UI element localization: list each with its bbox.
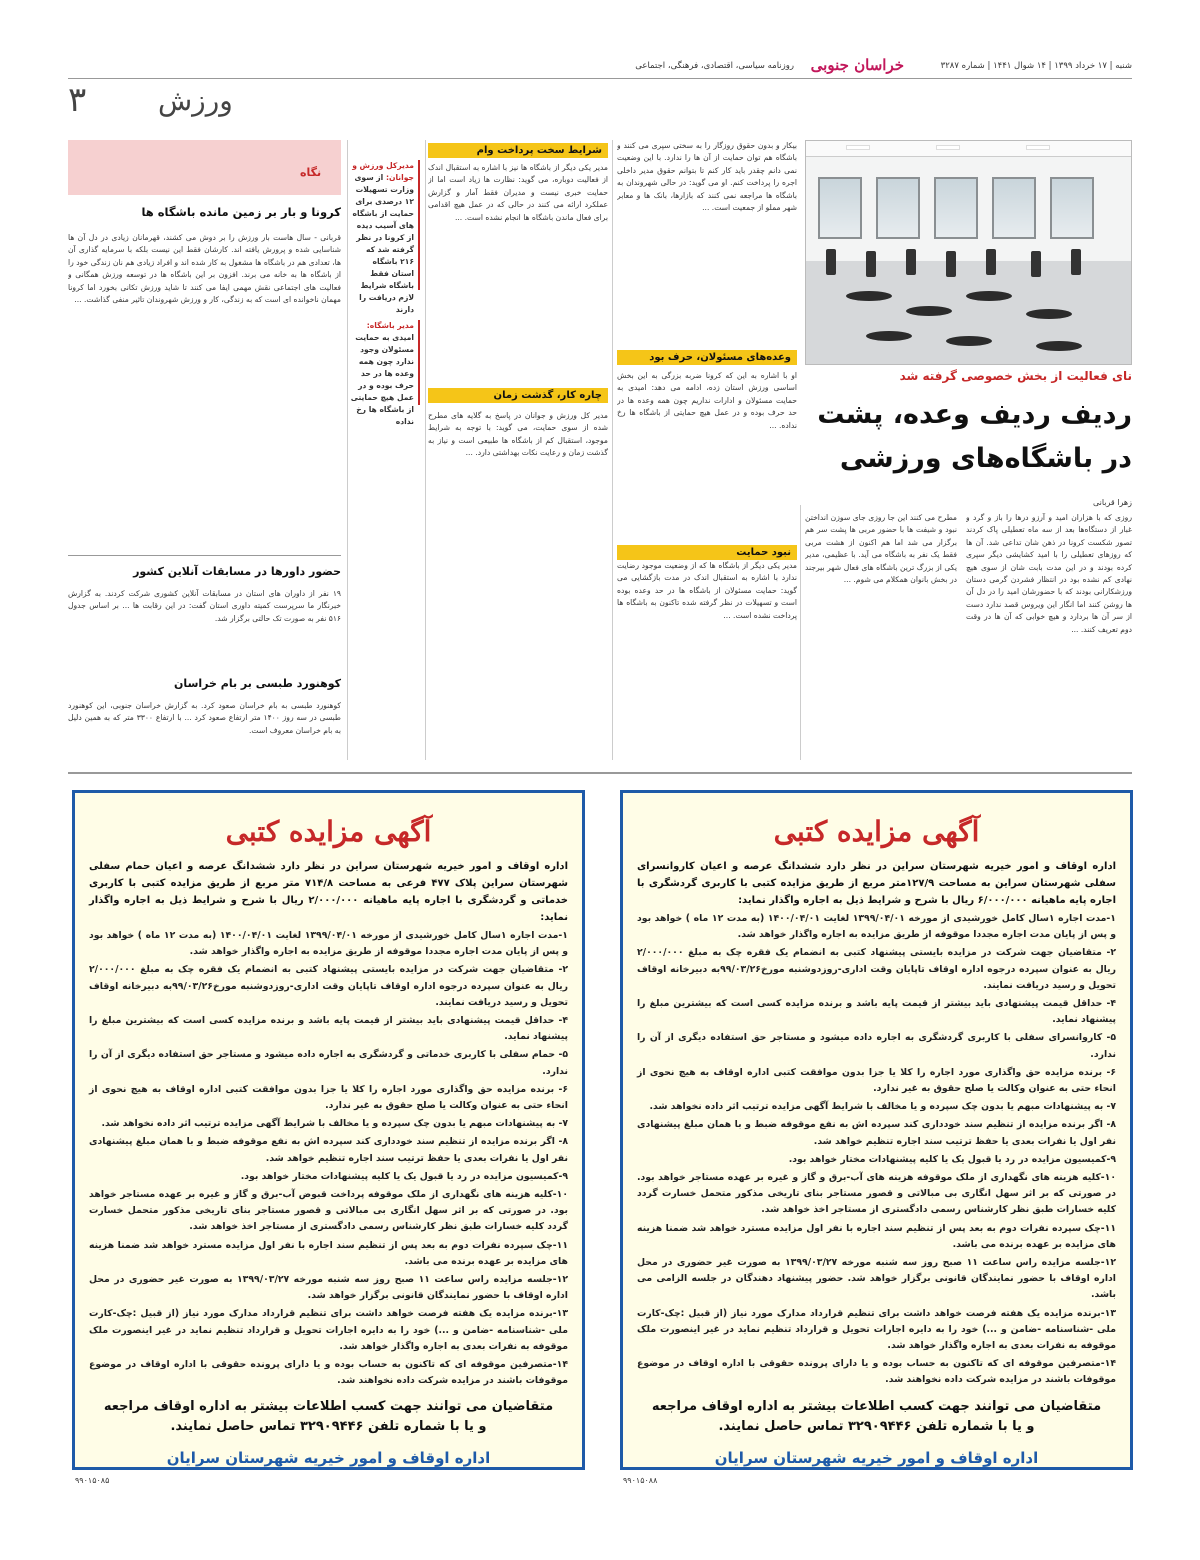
auction-ad-bath (72, 790, 585, 1485)
tagline: روزنامه سیاسی، اقتصادی، فرهنگی، اجتماعی (635, 61, 794, 71)
masthead (68, 56, 1132, 120)
ad-item: ۱۳-برنده مزایده یک هفته فرصت خواهد داشت برای تنظیم قرارداد مدارک مورد نیاز (از قبیل :چک-کارت ملی -شناسنامه -ضامن و ...) خود را به دایره اجارات تحویل و قرارداد تنظیم نماید در غیر اینصورت ملک موقوفه به نفرات بعدی به اجاره واگذار خواهد شد. (637, 1307, 1116, 1352)
lead-headline[interactable]: ردیف ردیف وعده، پشت در باشگاه‌های ورزشی (817, 399, 1132, 474)
ad-items (637, 911, 1116, 1389)
opinion-title[interactable]: کرونا و بار بر زمین مانده باشگاه ها (141, 205, 341, 219)
ad-item: ۱-مدت اجاره ۱سال کامل خورشیدی از مورخه ۱۳۹۹/۰۴/۰۱ لغایت ۱۴۰۰/۰۴/۰۱ (به مدت ۱۲ ماه ) خواهد بود و پس از پایان مدت اجاره مجددا موقوفه از طریق مزایده به اجاره واگذار خواهد شد. (637, 913, 1116, 941)
ad-contact-line-1: متقاضیان می توانند جهت کسب اطلاعات بیشتر به اداره اوقاف مراجعه (103, 1399, 554, 1415)
page-number: ۳ (68, 80, 87, 120)
ad-lead: اداره اوقاف و امور خیریه شهرستان سراین در نظر دارد ششدانگ عرصه و اعیان کاروانسرای سفلی شهرستان سراین به مساحت ۱۲۷/۹متر مربع از طریق مزایده کتبی با کاربری گردشگری با اجاره پایه ماهیانه ۶/۰۰۰/۰۰۰ ریال با شرح و شرایط ذیل به اجاره واگذار نماید: (637, 861, 1116, 906)
lead-column-2: مطرح می کنند این جا روزی جای سوزن انداختن نبود و شیفت ها با حضور مربی ها پشت سر هم برگزار می شد اما هم اکنون از هشت مربی فقط یک نفر به باشگاه می آید. با عظیمی، مدیر یکی از بزرگ ترین باشگاه های فعال شهر بیرجند در بخش بانوان همکلام می شوم. ... (805, 513, 957, 585)
ad-items (89, 928, 568, 1389)
ad-item: ۶- برنده مزایده حق واگذاری مورد اجاره را کلا یا جزا بدون موافقت کتبی اداره اوقاف به هیچ نحوی از انحاء حتی به عنوان وکالت یا صلح حقوق به غیر ندارد. (637, 1066, 1116, 1095)
pull-quote-1 (350, 160, 420, 314)
lead-column-4b: مدیر کل ورزش و جوانان در پاسخ به گلایه های مطرح شده از سوی حمایت، می گوید: با توجه به شرایط موجود، استقبال کم از باشگاه ها طبیعی است و نیاز به گذشت زمان و رعایت نکات بهداشتی دارد. ... (428, 411, 608, 458)
ad-item: ۱۳-برنده مزایده یک هفته فرصت خواهد داشت برای تنظیم قرارداد مدارک مورد نیاز (از قبیل :چک-کارت ملی -شناسنامه -ضامن و ...) خود را به دایره اجارات تحویل و قرارداد تنظیم نماید در غیر اینصورت ملک موقوفه به نفرات بعدی به اجاره واگذار خواهد شد. (89, 1308, 568, 1352)
lead-column-3b: او با اشاره به این که کرونا ضربه بزرگی به این بخش اساسی ورزش استان زده، ادامه می دهد: امیدی به حمایت مسئولان و ادارات نداریم چون همه وعده ها در حد حرف بوده و در عمل هیچ حمایتی از باشگاه ها رخ نداده. ... (617, 371, 797, 430)
ad-code: ۹۹۰۱۵۰۸۸ (623, 1476, 658, 1485)
column-divider (425, 140, 426, 760)
divider (68, 555, 341, 556)
lead-column-4: مدیر یکی دیگر از باشگاه ها نیز با اشاره به استقبال اندک از فعالیت دوباره، می گوید: نظارت ها زیاد است اما از حمایت خبری نیست و مدیران فقط آمار و گزارش عملکرد ارائه می کنند در حالی که در عمل هیچ اقدامی برای فعال ماندن باشگاه ها انجام نشده است. ... (428, 163, 608, 222)
ad-item: ۱۴-متصرفین موقوفه ای که تاکنون به حساب بوده و یا دارای پرونده حقوقی با اداره اوقاف در موضوع موقوفات باشند در مزایده شرکت داده نخواهند شد. (637, 1358, 1116, 1386)
ad-title: آگهی مزایده کتبی (773, 815, 980, 848)
quote-2-text: امیدی به حمایت مسئولان وجود ندارد چون همه وعده ها در حد حرف بوده و در عمل هیچ حمایتی از باشگاه ها رخ نداده (350, 333, 414, 426)
ad-item: ۹-کمیسیون مزایده در رد یا قبول یک یا کلیه پیشنهادات مختار خواهد بود. (788, 1153, 1116, 1165)
lead-kicker: نای فعالیت از بخش خصوصی گرفته شد (899, 369, 1132, 383)
ad-item: ۷- به پیشنهادات مبهم یا بدون چک سپرده و یا مخالف با شرایط آگهی مزایده ترتیب اثر داده نخواهد شد. (101, 1118, 568, 1130)
ad-item: ۱-مدت اجاره ۱سال کامل خورشیدی از مورخه ۱۳۹۹/۰۴/۰۱ لغایت ۱۴۰۰/۰۴/۰۱ (به مدت ۱۲ ماه ) خواهد بود و پس از پایان مدت اجاره مجددا موقوفه از طریق مزایده به اجاره واگذار خواهد شد. (89, 930, 568, 958)
ad-item: ۱۱-چک سپرده نفرات دوم به بعد پس از تنظیم سند اجاره با نفر اول مزایده مسترد خواهد شد ضمنا هزینه های مزایده بر عهده برنده می باشد. (637, 1222, 1116, 1250)
ad-lead: اداره اوقاف و امور خیریه شهرستان سراین در نظر دارد ششدانگ عرصه و اعیان حمام سفلی شهرستان سراین پلاک ۴۷۷ فرعی به مساحت ۷۱۴/۸ متر مربع از طریق مزایده کتبی با کاربری خدماتی و گردشگری با اجاره پایه ماهیانه ۲/۰۰۰/۰۰۰ ریال با شرح و شرایط ذیل به اجاره واگذار نماید: (89, 861, 568, 923)
ad-contact-line-2: و یا با شماره تلفن ۳۲۹۰۹۴۴۶ تماس حاصل نمایند. (718, 1418, 1035, 1434)
byline: زهرا قربانی (1092, 498, 1132, 507)
news-title-climber[interactable]: کوهنورد طبسی بر بام خراسان (174, 677, 341, 690)
news-text-referees: ۱۹ نفر از داوران های استان در مسابقات آنلاین کشوری شرکت کردند. به گزارش خبرنگار ما سرپرست کمیته داوری استان گفت: در این رقابت ها ... بر اساس جدول ۵۱۶ نفر به صورت تک حالتی برگزار شد. (68, 589, 341, 623)
ad-organization: اداره اوقاف و امور خیریه شهرستان سرایان (166, 1449, 491, 1468)
ad-item: ۱۲-جلسه مزایده راس ساعت ۱۱ صبح روز سه شنبه مورخه ۱۳۹۹/۰۳/۲۷ به صورت غیر حضوری در محل اداره اوقاف با حضور نمایندگان قانونی برگزار خواهد شد. (89, 1274, 568, 1302)
column-divider (800, 505, 801, 760)
ad-code: ۹۹۰۱۵۰۸۵ (75, 1476, 110, 1485)
ad-item: ۸- اگر برنده مزایده از تنظیم سند خودداری کند سپرده اش به نفع موقوفه ضبط و با همان مبلغ پیشنهادی نفر اول یا نفرات بعدی یا حفظ ترتیب سند اجاره تنظیم خواهد شد. (89, 1136, 568, 1164)
news-title-referees[interactable]: حضور داورها در مسابقات آنلاین کشور (133, 565, 341, 578)
ad-contact-line-1: متقاضیان می توانند جهت کسب اطلاعات بیشتر به اداره اوقاف مراجعه (651, 1398, 1102, 1414)
ad-item: ۱۰-کلیه هزینه های نگهداری از ملک موقوفه پرداخت قبوض آب-برق و گاز و غیره بر عهده مستاجر خواهد بود. در صورتی که بر اثر سهل انگاری بی مبالاتی و قصور مستاجر بنای تاریخی مذکور متحمل خسارت گردد کلیه خسارات طبق نظر کارشناس رسمی دادگستری از مستاجر اخذ خواهد شد. (89, 1189, 568, 1233)
ad-organization: اداره اوقاف و امور خیریه شهرستان سرایان (714, 1448, 1039, 1467)
lead-column-3c: مدیر یکی دیگر از باشگاه ها که از وضعیت موجود رضایت ندارد با اشاره به استقبال اندک در مدت بازگشایی می گوید: حمایت مسئولان از باشگاه ها در حد وعده بوده است و تسهیلات در نظر گرفته شده تاکنون به باشگاه ها پرداخت نشده است. ... (617, 561, 797, 620)
negah-label: نگاه (300, 166, 322, 179)
subhead-loan: شرایط سخت پرداخت وام (428, 143, 608, 158)
lead-column-3: بیکار و بدون حقوق روزگار را به سختی سپری می کنند و باشگاه هم توان حمایت از آن ها را ندارد. با این وضعیت نمی دانم چقدر باید کار کنم تا بتوانم حقوق مدیر داخلی اجره را پرداخت کنم. او می گوید: در حالی شهروندان به باشگاه ها مراجعه نمی کنند که بازارها، بانک ها و معابر شهر مملو از جمعیت است. ... (617, 141, 797, 213)
issue-date: شنبه | ۱۷ خرداد ۱۳۹۹ | ۱۴ شوال ۱۴۴۱ | شماره ۳۲۸۷ (940, 61, 1132, 71)
ad-contact-line-2: و یا با شماره تلفن ۳۲۹۰۹۴۴۶ تماس حاصل نمایند. (170, 1419, 487, 1435)
pull-quote-2 (350, 320, 420, 426)
ad-item: ۲- متقاضیان جهت شرکت در مزایده بایستی پیشنهاد کتبی به انضمام یک فقره چک به مبلغ ۲/۰۰۰/۰۰۰ ریال به عنوان سپرده درجوه اداره اوقاف تاپایان وقت اداری-روزدوشنبه مورخ۹۹/۰۳/۲۶به دبیرخانه اوقاف تحویل و رسید دریافت نمایند. (637, 947, 1116, 991)
ad-item: ۲- متقاضیان جهت شرکت در مزایده بایستی پیشنهاد کتبی به انضمام یک فقره چک به مبلغ ۲/۰۰۰/۰۰۰ ریال به عنوان سپرده درجوه اداره اوقاف تاپایان وقت اداری-روزدوشنبه مورخ۹۹/۰۳/۲۶به دبیرخانه اوقاف تحویل و رسید دریافت نمایند. (89, 964, 568, 1008)
ad-item: ۱۰-کلیه هزینه های نگهداری از ملک موقوفه هزینه های آب-برق و گاز و غیره بر عهده مستاجر خواهد بود. در صورتی که بر اثر سهل انگاری بی مبالاتی و قصور مستاجر بنای تاریخی مذکور متحمل خسارت گردد کلیه خسارات طبق نظر کارشناس رسمی دادگستری از مستاجر اخذ خواهد شد. (637, 1172, 1116, 1216)
column-divider (347, 140, 348, 760)
opinion-text: قربانی - سال هاست بار ورزش را بر دوش می کشند، قهرمانان زیادی در دل آن ها شناسایی شده و پرورش یافته اند. کارشان فقط این نیست بلکه با سرمایه گذاری آن ها، تعدادی هم در باشگاه ها مشغول به کار شده اند و افراد زیادی هم نان زندگی خود را از باشگاه ها به خانه می برند. افزون بر این باشگاه ها در توسعه ورزش همگانی و فعالیت های اجتماعی نقش مهمی ایفا می کنند تا شاید ورزش تکانی بخورد اما کرونا مهمان ناخوانده ای است که به زندگی، کار و ورزش شهروندان تاثیر منفی گذاشت. ... (68, 233, 341, 305)
ad-item: ۶- برنده مزایده حق واگذاری مورد اجاره را کلا یا جزا بدون موافقت کتبی اداره اوقاف به هیچ نحوی از انحاء حتی به عنوان وکالت یا صلح حقوق به غیر ندارد. (89, 1083, 568, 1112)
ad-item: ۷- به پیشنهادات مبهم یا بدون چک سپرده و یا مخالف با شرایط آگهی مزایده ترتیب اثر داده نخواهد شد. (649, 1101, 1116, 1113)
section-rule (68, 772, 1132, 774)
subhead-time: چاره کار، گذشت زمان (428, 388, 608, 403)
quote-2-speaker: مدیر باشگاه: (366, 321, 414, 330)
auction-ad-caravanserai (620, 790, 1133, 1485)
ad-contact (89, 1397, 568, 1437)
top-rule (68, 78, 1132, 79)
ad-title: آگهی مزایده کتبی (225, 815, 432, 848)
ad-item: ۴- حداقل قیمت پیشنهادی باید بیشتر از قیمت پایه باشد و برنده مزایده کسی است که بیشترین مبلغ را پیشنهاد نماید. (637, 998, 1116, 1026)
column-divider (612, 140, 613, 760)
quote-1-speaker: مدیرکل ورزش و جوانان: (352, 161, 414, 182)
newspaper-logo[interactable]: خراسان جنوبی (810, 56, 904, 74)
ad-item: ۹-کمیسیون مزایده در رد یا قبول یک یا کلیه پیشنهادات مختار خواهد بود. (240, 1170, 568, 1182)
section-title: ورزش (158, 84, 233, 117)
ad-contact (637, 1397, 1116, 1437)
ad-item: ۱۲-جلسه مزایده راس ساعت ۱۱ صبح روز سه شنبه مورخه ۱۳۹۹/۰۳/۲۷ به صورت غیر حضوری در محل اداره اوقاف با حضور نمایندگان قانونی برگزار خواهد شد. حضور پیشنهاد دهندگان در جلسه الزامی می باشد. (637, 1257, 1116, 1301)
ad-item: ۱۱-چک سپرده نفرات دوم به بعد پس از تنظیم سند اجاره با نفر اول مزایده مسترد خواهد شد ضمنا هزینه های مزایده بر عهده برنده می باشد. (89, 1239, 568, 1267)
subhead-promises: وعده‌های مسئولان، حرف بود (617, 350, 797, 365)
ad-item: ۸- اگر برنده مزایده از تنظیم سند خودداری کند سپرده اش به نفع موقوفه ضبط و با همان مبلغ پیشنهادی نفر اول یا نفرات بعدی یا حفظ ترتیب سند اجاره تنظیم خواهد شد. (637, 1119, 1116, 1147)
ad-item: ۱۴-متصرفین موقوفه ای که تاکنون به حساب بوده و یا دارای پرونده حقوقی با اداره اوقاف در موضوع موقوفات باشند در مزایده شرکت داده نخواهند شد. (89, 1359, 568, 1387)
news-text-climber: کوهنورد طبسی به بام خراسان صعود کرد. به گزارش خراسان جنوبی، این کوهنورد طبسی در سه روز ۱۴۰۰ متر ارتفاع صعود کرد ... با ارتفاع ۳۳۰۰ متر که به همین دلیل به بام خراسان معروف است. (68, 701, 341, 735)
subhead-no-support: نبود حمایت (617, 545, 797, 560)
ad-item: ۵- حمام سفلی با کاربری خدماتی و گردشگری به اجاره داده میشود و مستاجر حق استفاده دیگری از آن را ندارد. (89, 1049, 568, 1077)
ad-item: ۴- حداقل قیمت پیشنهادی باید بیشتر از قیمت پایه باشد و برنده مزایده کسی است که بیشترین مبلغ را پیشنهاد نماید. (89, 1015, 568, 1043)
lead-column-1: روزی که با هزاران امید و آرزو درها را باز و گرد و غبار از دستگاه‌ها بعد از سه ماه تعطیلی پاک کردند تصور شکست کرونا در ذهن شان تداعی شد. آن ها که روزهای تعطیلی را با امید کشایشی دیگر سپری کرده بودند و در این مدت بابت شان از سوی هیچ نهادی کم نشده بود در انتظار فشردن گرمی دستان ورزشکارانی بودند که با حضورشان امید را در دل آن ها روشن کنند اما انگار این ویروس قصد ندارد دست از سر آن ها بردارد و هیچ خوابی که آن ها در وقت دوم تعریف کنند. ... (966, 513, 1132, 634)
ad-item: ۵- کاروانسرای سفلی با کاربری گردشگری به اجاره داده میشود و مستاجر حق استفاده دیگری از آن را ندارد. (637, 1032, 1116, 1060)
quote-1-text: از سوی وزارت تسهیلات ۱۲ درصدی برای حمایت از باشگاه های آسیب دیده از کرونا در نظر گرفته شد که ۲۱۶ باشگاه استان فقط باشگاه شرایط لازم دریافت را دارند (352, 173, 414, 314)
gym-photo (805, 140, 1132, 365)
